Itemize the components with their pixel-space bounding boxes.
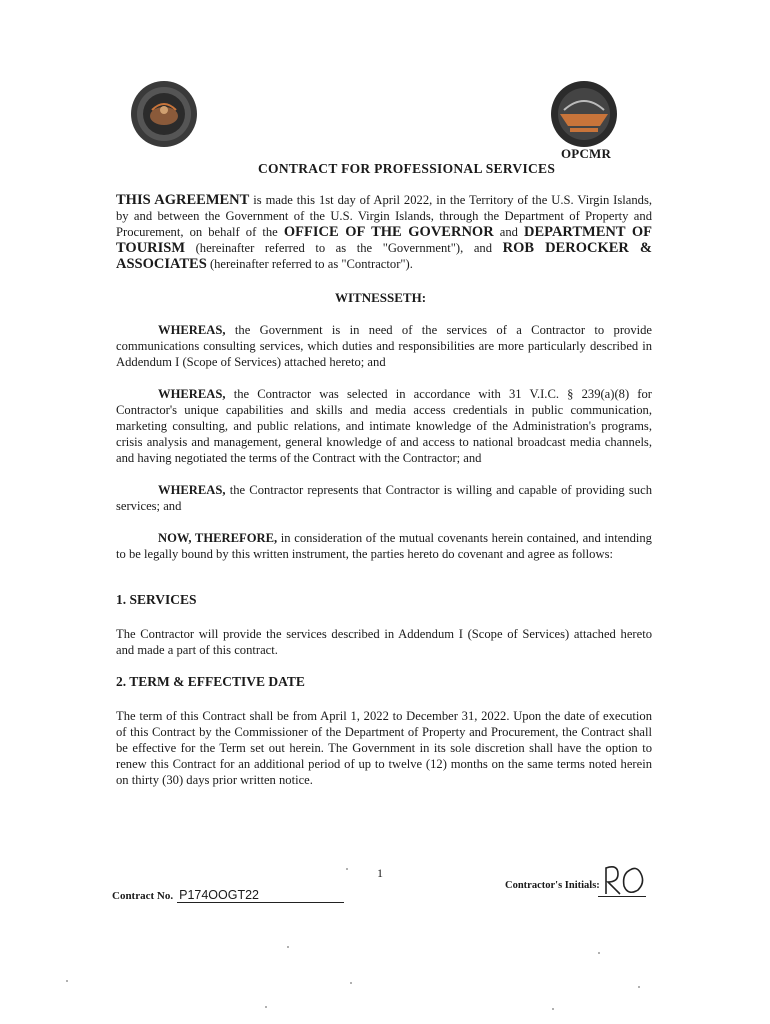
scan-speck [638,986,640,988]
scan-speck [265,1006,267,1008]
scan-speck [287,946,289,948]
whereas-3-text: the Contractor represents that Contractor is willing and capable of providing such services; and [116,483,652,513]
section-term-heading: 2. TERM & EFFECTIVE DATE [116,674,305,689]
now-therefore-paragraph [116,530,652,562]
section-services-text: The Contractor will provide the services described in Addendum I (Scope of Services) attached hereto and made a part of this contract. [116,627,652,657]
section-services-heading: 1. SERVICES [116,592,197,607]
contract-number [112,888,344,903]
now-therefore-lead: NOW, THEREFORE, [158,531,278,545]
intro-paragraph [116,192,652,272]
now-therefore-text: in consideration of the mutual covenants herein contained, and intending to be legally bound by this written instrument, the parties hereto do covenant and agree as follows: [116,531,652,561]
intro-text-b: (hereinafter referred to as the "Government"), and [185,241,503,255]
contract-number-value: P174OOGT22 [177,888,344,903]
scan-speck [598,952,600,954]
whereas-paragraph-2 [116,386,652,466]
government-seal-icon [130,80,198,148]
opcmr-seal-icon [550,80,618,148]
section-term-text: The term of this Contract shall be from April 1, 2022 to December 31, 2022. Upon the date of execution of this Contract by the Commissioner of the Department of Property and Procurement, the Contract shall be effective for the Term set out herein. The Government in its sole discretion shall have the option to renew this Contract for an additional period of up to twelve (12) months on the same terms noted herein on thirty (30) days prior written notice. [116,709,652,787]
intro-text-c: (hereinafter referred to as "Contractor"). [206,257,413,271]
scan-speck [346,868,348,870]
contractor-initials-label: Contractor's Initials: [505,880,600,891]
contractor-name: ROB DEROCKER & ASSOCIATES [116,240,652,272]
page-number: 1 [377,866,383,880]
whereas-1-lead: WHEREAS, [158,323,226,337]
scan-speck [350,982,352,984]
whereas-2-text: the Contractor was selected in accordance with 31 V.I.C. § 239(a)(8) for Contractor's unique capabilities and skills and media access credentials in public communication, marketing consulting, and public relations, and intimate knowledge of the Administration's programs, crisis analysis and management, general knowledge of and access to national broadcast media channels, and having negotiated the terms of the Contract with the Contractor; and [116,387,652,465]
document-title: CONTRACT FOR PROFESSIONAL SERVICES [258,161,556,176]
whereas-3-lead: WHEREAS, [158,483,226,497]
witnesseth-heading: WITNESSETH: [335,290,427,305]
whereas-paragraph-3 [116,482,652,514]
office-of-governor: OFFICE OF THE GOVERNOR [283,224,494,240]
initials-signature-icon [600,862,650,898]
scan-speck [552,1008,554,1010]
opcmr-label: OPCMR [561,146,612,161]
intro-and: and [493,225,525,239]
whereas-2-lead: WHEREAS, [158,387,226,401]
agreement-lead: THIS AGREEMENT [116,192,250,208]
contract-number-label: Contract No. [112,890,174,902]
whereas-1-text: the Government is in need of the services of a Contractor to provide communications consulting services, which duties and responsibilities are more particularly described in Addendum I (Scope of Services) attached hereto; and [116,323,652,369]
initials-line [598,896,646,897]
intro-text-a: is made this 1st day of April 2022, in the Territory of the U.S. Virgin Islands, by and between the Government of the U.S. Virgin Islands, through the Department of Property and Procurement, on behalf of the [116,193,653,239]
department-of-tourism: DEPARTMENT OF TOURISM [116,224,652,256]
scan-speck [66,980,68,982]
whereas-paragraph-1 [116,322,652,370]
